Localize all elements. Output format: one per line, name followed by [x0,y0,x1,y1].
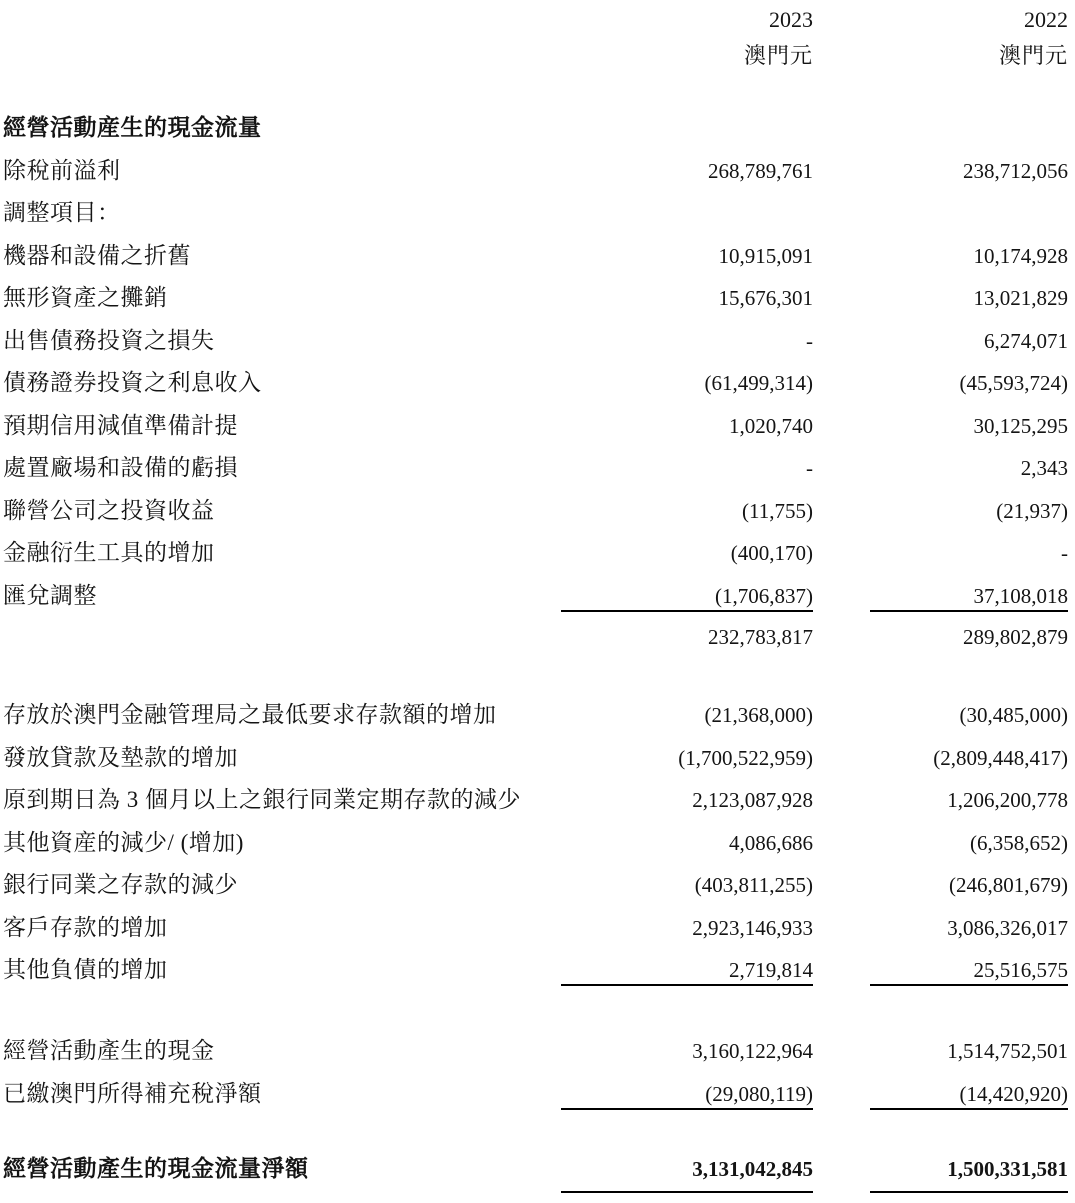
value-2022: (14,420,920) [959,1081,1068,1106]
value-2022: 30,125,295 [973,413,1068,438]
table-row [3,284,1070,312]
table-row [3,582,1070,610]
value-2022: 1,514,752,501 [947,1039,1068,1063]
value-2022: 37,108,018 [973,583,1068,608]
value-2023: 2,123,087,928 [692,788,813,812]
divider [870,1191,1068,1193]
table-row [3,497,1070,525]
value-2023: 4,086,686 [729,830,813,855]
value-2023: 15,676,301 [718,286,813,310]
year-column-header-2022: 2022 [1024,7,1068,32]
value-2022: (2,809,448,417) [933,745,1068,770]
row-label: 其他資産的減少/ (增加) [3,829,244,855]
table-row [3,327,1070,355]
header-spacer [3,6,561,42]
value-2023: (11,755) [742,498,813,523]
row-label: 存放於澳門金融管理局之最低要求存款額的增加 [3,702,497,727]
spacer [3,1111,1070,1155]
divider [870,610,1068,612]
divider [870,984,1068,986]
value-2023: (61,499,314) [704,371,813,395]
value-2023: (21,368,000) [704,703,813,727]
row-label: 金融衍生工具的增加 [3,540,215,565]
table-row-section-heading [3,114,1070,142]
total-divider-row [3,1191,1070,1194]
table-row [3,199,1070,227]
table-row [3,701,1070,729]
row-label: 聯營公司之投資收益 [3,497,215,523]
table-row [3,539,1070,567]
value-2023: 1,020,740 [729,413,813,438]
row-label: 處置廠場和設備的虧損 [3,455,238,480]
table-row [3,956,1070,984]
row-label: 調整項目： [3,200,121,225]
row-label: 經營活動産生的現金流量 [3,115,262,140]
divider [561,610,813,612]
row-label: 債務證券投資之利息收入 [3,370,262,395]
header-spacer [3,42,561,74]
table-row [3,786,1070,814]
table-row [3,1080,1070,1108]
row-label: 經營活動產生的現金流量淨額 [3,1155,309,1181]
divider [561,1108,813,1110]
value-2023: - [806,328,813,353]
value-2022: 25,516,575 [973,958,1068,982]
table-row-net-total [3,1155,1070,1183]
value-2022: - [1061,541,1068,565]
row-label: 匯兌調整 [3,582,97,608]
spacer [3,74,1070,114]
value-2023: (1,700,522,959) [678,745,813,770]
value-2022: 3,086,326,017 [947,915,1068,940]
value-2022: 6,274,071 [984,328,1068,353]
row-label: 機器和設備之折舊 [3,242,191,268]
row-label: 無形資產之攤銷 [3,285,168,310]
table-row [3,914,1070,942]
row-label: 已繳澳門所得補充稅淨額 [3,1080,262,1106]
value-2023: 2,923,146,933 [692,915,813,940]
divider [561,1191,813,1193]
table-row [3,871,1070,899]
value-2022: (246,801,679) [949,873,1068,897]
row-label: 其他負債的增加 [3,957,168,982]
value-2022: (21,937) [996,498,1068,523]
value-2022: 289,802,879 [963,624,1068,649]
column-header-currency [3,42,1070,74]
divider [561,984,813,986]
table-row [3,454,1070,482]
table-row [3,744,1070,772]
value-2022: 13,021,829 [973,286,1068,310]
currency-label-2022: 澳門元 [998,43,1068,68]
row-label: 出售債務投資之損失 [3,327,215,353]
value-2023: 3,160,122,964 [692,1039,813,1063]
table-row [3,1037,1070,1065]
currency-label-2023: 澳門元 [743,43,813,68]
subtotal-divider-row [3,610,1070,613]
row-label: 經營活動產生的現金 [3,1038,215,1063]
value-2023: 3,131,042,845 [692,1156,813,1181]
row-label: 銀行同業之存款的減少 [3,872,238,897]
value-2022: 10,174,928 [973,243,1068,268]
row-label: 發放貸款及墊款的增加 [3,744,238,770]
value-2022: (6,358,652) [970,830,1068,855]
value-2022: 238,712,056 [963,158,1068,183]
value-2022: (30,485,000) [959,703,1068,727]
value-2023: 232,783,817 [708,624,813,649]
spacer [3,665,1070,701]
value-2022: 2,343 [1020,456,1068,480]
divider [870,1108,1068,1110]
table-row [3,157,1070,185]
value-2023: 268,789,761 [708,158,813,183]
value-2023: (403,811,255) [694,873,813,897]
row-label: 客戶存款的增加 [3,914,168,940]
value-2023: 10,915,091 [718,243,813,268]
row-label: 原到期日為 3 個月以上之銀行同業定期存款的減少 [3,787,521,812]
value-2022: 1,500,331,581 [947,1156,1068,1181]
table-row [3,369,1070,397]
table-row [3,412,1070,440]
value-2023: (400,170) [730,541,813,565]
table-row [3,829,1070,857]
spacer [3,987,1070,1037]
table-row [3,242,1070,270]
value-2022: (45,593,724) [959,371,1068,395]
table-row-subtotal [3,623,1070,651]
column-header-years [3,6,1070,42]
value-2023: - [806,456,813,480]
value-2023: (1,706,837) [715,583,813,608]
value-2023: 2,719,814 [729,958,813,982]
value-2022: 1,206,200,778 [947,788,1068,812]
row-label: 預期信用減值準備計提 [3,412,238,438]
value-2023: (29,080,119) [705,1081,813,1106]
row-label: 除稅前溢利 [3,157,121,183]
year-column-header-2023: 2023 [769,7,813,32]
